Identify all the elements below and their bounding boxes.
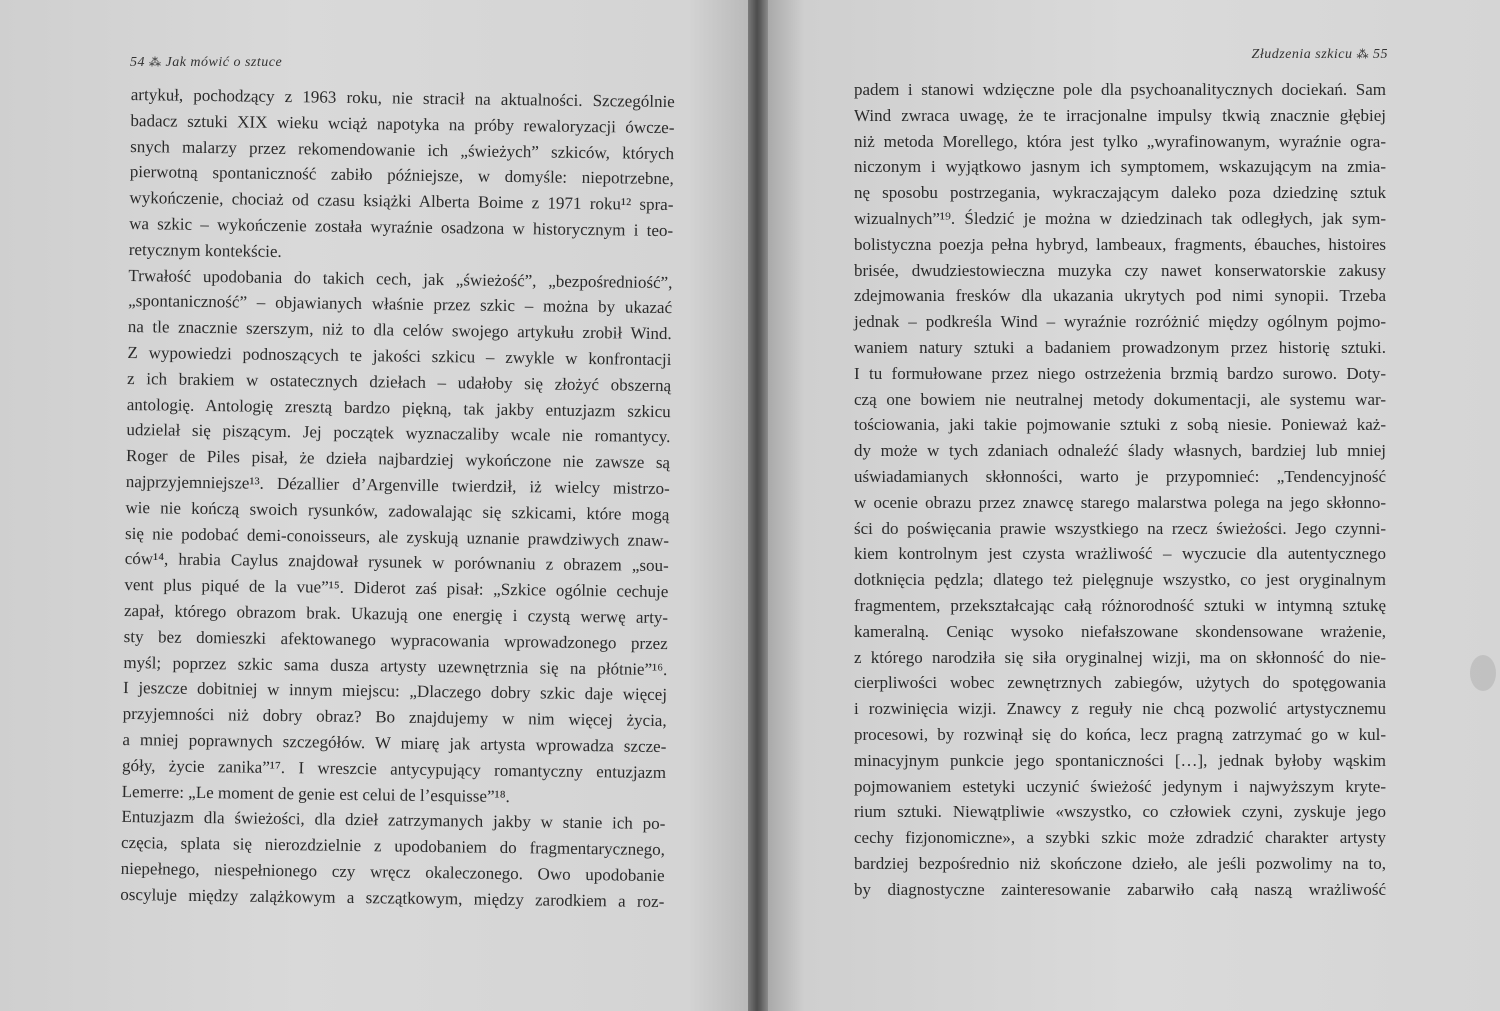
left-page-text xyxy=(120,82,675,915)
text-line: procesowi, by rozwinął się do końca, lecz pragną zatrzymać go w kul- xyxy=(854,724,1386,744)
left-header-title: Jak mówić o sztuce xyxy=(165,55,283,70)
text-line: i rozwinięcia wizji. Znawcy z reguły nie chcą pozwolić artystycznemu xyxy=(854,699,1386,719)
text-line: wie nie kończą swoich rysunków, zadowalając się szkicami, które mogą xyxy=(125,497,670,524)
text-line: Lemerre: „Le moment de genie est celui de l’esquisse”¹⁸. xyxy=(121,781,510,806)
text-line: oscyluje między zalążkowym a szczątkowym, między zarodkiem a roz- xyxy=(120,884,665,911)
text-line: myśl; poprzez szkic sama dusza artysty uzewnętrznia się na płótnie”¹⁶. xyxy=(123,652,668,679)
text-line: z którego narodziła się siła oryginalnej wizji, ma on skłonność do nie- xyxy=(854,647,1386,667)
text-line: waniem natury sztuki a badaniem prowadzonym przez historię sztuki. xyxy=(854,337,1386,357)
text-line: najprzyjemniejsze¹³. Dézallier d’Argenville twierdził, iż wielcy mistrzo- xyxy=(125,471,670,499)
text-line: vent plus piqué de la vue”¹⁵. Diderot zaś pisał: „Szkice ogólnie cechuje xyxy=(124,575,669,602)
text-line: padem i stanowi wdzięczne pole dla psychoanalitycznych dociekań. Sam xyxy=(854,80,1386,99)
ornament-icon: ⁂ xyxy=(1356,47,1369,61)
text-line: sty bez domieszki afektowanego wypracowania wprowadzonego przez xyxy=(123,626,668,653)
text-line: bardziej bezpośrednio niż skończone dzieło, ale jeśli pozwolimy na to, xyxy=(854,853,1386,873)
text-line: tościowania, jaki takie pojmowanie sztuki z sobą niesie. Ponieważ każ- xyxy=(854,415,1386,435)
text-line: a mniej poprawnych szczegółów. W miarę jak artysta wprowadza szcze- xyxy=(122,729,667,756)
text-line: ców¹⁴, hrabia Caylus znajdował rysunek w porównaniu z obrazem „sou- xyxy=(124,549,669,576)
text-line: pierwotną spontaniczność zabiło późniejsze, w domyśle: niepotrzebne, xyxy=(129,162,674,189)
text-line: brisée, dwudziestowieczna muzyka czy nawet konserwatorskie zakusy xyxy=(854,260,1386,280)
text-line: na tle znacznie szerszym, niż to dla celów swojego artykułu zrobił Wind. xyxy=(127,317,672,344)
text-line: I jeszcze dobitniej w innym miejscu: „Dlaczego dobry szkic daje więcej xyxy=(122,678,668,705)
text-line: bolistyczna poezja pełna hybryd, lambeaux, fragments, ébauches, histoires xyxy=(854,234,1386,254)
text-line: minacyjnym punkcie jego spontaniczności […], jednak byłoby wąskim xyxy=(854,750,1386,770)
text-line: pojmowaniem estetyki uczynić świeżość jedynym i najwyższym kryte- xyxy=(854,776,1386,796)
text-line: przyjemności niż dobry obraz? Bo znajdujemy w nim więcej życia, xyxy=(122,704,667,731)
left-running-header xyxy=(130,55,282,71)
right-header-title: Złudzenia szkicu xyxy=(1251,47,1353,62)
text-line: z ich brakiem w ostatecznych dziełach – udałoby się złożyć obszerną xyxy=(126,368,672,395)
text-line: cierpliwości wobec zewnętrznych zabiegów, użytych do spotęgowania xyxy=(854,673,1386,693)
right-page-text xyxy=(854,77,1386,903)
text-line: kiem kontrolnym jest czysta wrażliwość – wyczucie dla autentycznego xyxy=(854,544,1386,564)
text-line: snych malarzy przez rekomendowanie ich „świeżych” szkiców, których xyxy=(130,136,675,163)
text-line: Roger de Piles pisał, że dzieła najbardziej wykończone nie zawsze są xyxy=(125,446,671,473)
text-line: niż metoda Morellego, która jest tylko „wyrafinowanym, wyraźnie ogra- xyxy=(854,131,1386,151)
left-page-number: 54 xyxy=(130,55,145,70)
text-line: góły, życie zanika”¹⁷. I wreszcie antycypujący romantyczny entuzjazm xyxy=(121,755,667,782)
text-line: ści do poświęcania prawie wszystkiego na rzecz świeżości. Jego czynni- xyxy=(854,518,1386,538)
text-line: nę sposobu postrzegania, wykraczającym daleko poza dziedzinę sztuk xyxy=(854,183,1386,203)
text-line: retycznym kontekście. xyxy=(128,239,282,261)
text-line: Trwałość upodobania do takich cech, jak „świeżość”, „bezpośredniość”, xyxy=(128,265,673,292)
text-line: cechy fizjonomiczne», a szybki szkic może zdradzić charakter artysty xyxy=(854,828,1386,848)
text-line: czą one bowiem nie neutralnej metody dokumentacji, ale systemu war- xyxy=(854,389,1386,409)
text-line: fragmentem, przekształcając całą różnorodność sztuki w intymną sztukę xyxy=(854,595,1386,615)
right-running-header xyxy=(1252,47,1388,63)
text-line: artykuł, pochodzący z 1963 roku, nie stracił na aktualności. Szczególnie xyxy=(130,84,675,112)
text-line: I tu formułowane przez niego ostrzeżenia brzmią bardzo surowo. Doty- xyxy=(854,363,1386,383)
text-line: częcia, splata się nierozdzielnie z upodobaniem do fragmentarycznego, xyxy=(120,833,666,860)
text-line: wa szkic – wykończenie została wyraźnie osadzona w historycznym i teo- xyxy=(129,213,674,241)
text-line: „spontaniczność” – objawianych właśnie przez szkic – można by ukazać xyxy=(128,291,673,318)
text-line: dotknięcia pędzla; dlatego też pielęgnuje wszystko, co jest oryginalnym xyxy=(854,570,1386,590)
text-line: zapał, którego obrazom brak. Ukazują one energię i czystą werwę arty- xyxy=(123,600,669,628)
text-line: wykończenie, chociaż od czasu książki Alberta Boime z 1971 roku¹² spra- xyxy=(129,188,674,215)
ornament-icon: ⁂ xyxy=(149,55,162,69)
text-line: Entuzjazm dla świeżości, dla dzieł zatrzymanych jakby w stanie ich po- xyxy=(121,807,666,834)
text-line: rium sztuki. Niewątpliwie «wszystko, co człowiek czyni, zyskuje jego xyxy=(854,802,1386,822)
text-line: dy może w tych zdaniach odnaleźć ślady własnych, bardziej lub mniej xyxy=(854,441,1386,461)
text-line: Wind zwraca uwagę, że te irracjonalne impulsy tkwią znacznie głębiej xyxy=(854,105,1386,125)
text-line: się nie podobać demi-conoisseurs, ale zyskują uznanie prawdziwych znaw- xyxy=(124,523,670,550)
text-line: Z wypowiedzi podnoszących te jakości szkicu – zwykle w konfrontacji xyxy=(127,342,672,370)
text-line: niepełnego, niespełnionego czy wręcz okaleczonego. Owo upodobanie xyxy=(120,858,665,885)
left-page xyxy=(0,0,748,1011)
text-line: udzielał się piszącym. Jej początek wyznaczaliby wcale nie romantycy. xyxy=(126,420,671,447)
page-smudge xyxy=(1470,655,1496,691)
right-page-number: 55 xyxy=(1373,47,1388,62)
text-line: kameralną. Ceniąc wysoko niefałszowane skondensowane wrażenie, xyxy=(854,621,1386,641)
text-line: antologię. Antologię zresztą bardzo piękną, tak jakby entuzjazm szkicu xyxy=(126,394,671,421)
text-line: w ocenie obrazu przez znawcę starego malarstwa polega na jego skłonno- xyxy=(854,492,1386,512)
text-line: by diagnostyczne zainteresowanie zabarwiło całą naszą wrażliwość xyxy=(854,879,1386,899)
book-gutter xyxy=(748,0,768,1011)
text-line: jednak – podkreśla Wind – wyraźnie rozróżnić między ogólnym pojmo- xyxy=(854,312,1386,332)
text-line: uświadamianych skłonności, warto je przypomnieć: „Tendencyjność xyxy=(854,466,1386,486)
text-line: badacz sztuki XIX wieku wciąż napotyka na próby rewaloryzacji ówcze- xyxy=(130,110,675,137)
right-page xyxy=(768,0,1500,1011)
text-line: niczonym i wyjątkowo jasnym ich symptomem, wskazującym na zmia- xyxy=(854,157,1386,177)
text-line: zdejmowania fresków dla ukazania ukrytych pod nimi synopii. Trzeba xyxy=(854,286,1386,306)
text-line: wizualnych”¹⁹. Śledzić je można w dziedzinach tak odległych, jak sym- xyxy=(854,208,1386,228)
